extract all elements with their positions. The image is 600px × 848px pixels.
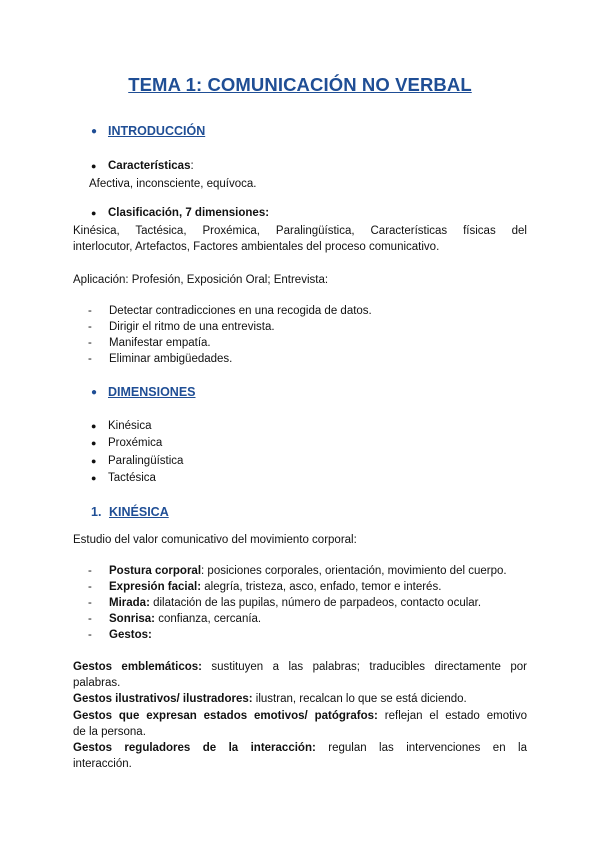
dimension-item-text: Paralingüística [108, 455, 184, 467]
section-heading: INTRODUCCIÓN [108, 124, 206, 138]
kinesica-item [88, 579, 441, 595]
dash-icon: - [88, 305, 92, 317]
kinesica-item-text: dilatación de las pupilas, número de parpadeos, contacto ocular. [149, 597, 482, 609]
aplicacion-item [88, 351, 232, 367]
clasificacion-line: interlocutor, Artefactos, Factores ambientales del proceso comunicativo. [73, 241, 440, 253]
gestos-reguladores [73, 740, 527, 756]
section-number: 1. [91, 505, 102, 519]
bullet-icon: ● [91, 456, 97, 466]
kinesica-item-text: : posiciones corporales, orientación, movimiento del cuerpo. [201, 565, 507, 577]
clasificacion-line: Kinésica, Tactésica, Proxémica, Paralingüística, Características físicas del [73, 225, 527, 237]
aplicacion-item-text: Manifestar empatía. [109, 337, 211, 349]
kinesica-item-text: confianza, cercanía. [155, 613, 262, 625]
section-heading: KINÉSICA [109, 505, 169, 519]
kinesica-item-label: Sonrisa: [109, 613, 156, 625]
bullet-icon: ● [91, 473, 97, 483]
dash-icon: - [88, 613, 92, 625]
dash-icon: - [88, 597, 92, 609]
kinesica-item-label: Gestos: [109, 629, 152, 641]
dash-icon: - [88, 565, 92, 577]
bullet-icon: ● [91, 125, 98, 137]
aplicacion-item [88, 319, 275, 335]
aplicacion-item-text: Eliminar ambigüedades. [109, 353, 233, 365]
gestos-text: regulan las intervenciones en la [315, 742, 527, 754]
bullet-icon: ● [91, 208, 97, 218]
kinesica-item-label: Mirada: [109, 597, 150, 609]
kinesica-intro: Estudio del valor comunicativo del movimiento corporal: [73, 534, 357, 546]
bullet-icon: ● [91, 438, 97, 448]
dash-icon: - [88, 581, 92, 593]
section-heading: DIMENSIONES [108, 385, 196, 399]
aplicacion-item-text: Detectar contradicciones en una recogida de datos. [109, 305, 372, 317]
gestos-label: Gestos ilustrativos/ ilustradores: [73, 693, 253, 705]
gestos-text: reflejan el estado emotivo [377, 710, 527, 722]
dimension-item-text: Tactésica [108, 472, 156, 484]
dimension-item [91, 455, 183, 467]
gestos-emotivos-cont: de la persona. [73, 726, 146, 738]
bullet-icon: ● [91, 421, 97, 431]
kinesica-item-text: alegría, tristeza, asco, enfado, temor e interés. [201, 581, 442, 593]
kinesica-item [88, 611, 261, 627]
dimension-item-text: Proxémica [108, 437, 163, 449]
aplicacion-item [88, 303, 372, 319]
kinesica-item-label: Postura corporal [109, 565, 202, 577]
dash-icon: - [88, 629, 92, 641]
page-title: TEMA 1: COMUNICACIÓN NO VERBAL [128, 74, 472, 95]
section-kinesica [91, 505, 169, 519]
gestos-emblematicos [73, 659, 527, 675]
bullet-icon: ● [91, 161, 97, 171]
gestos-label: Gestos emblemáticos: [73, 661, 202, 673]
kinesica-item-label: Expresión facial: [109, 581, 202, 593]
gestos-text: ilustran, recalcan lo que se está diciendo. [252, 693, 467, 705]
section-dimensiones [91, 385, 196, 399]
dash-icon: - [88, 337, 92, 349]
aplicacion-item [88, 335, 211, 351]
aplicacion-text: Aplicación: Profesión, Exposición Oral; Entrevista: [73, 274, 329, 286]
kinesica-item [88, 627, 152, 643]
caracteristicas-label: Características [108, 160, 191, 172]
gestos-text: sustituyen a las palabras; traducibles directamente por [201, 661, 527, 673]
kinesica-item [88, 563, 507, 579]
dimension-item-text: Kinésica [108, 420, 152, 432]
gestos-label: Gestos que expresan estados emotivos/ patógrafos: [73, 710, 378, 722]
caracteristicas-text: Afectiva, inconsciente, equívoca. [89, 178, 257, 190]
section-introduccion [91, 124, 205, 138]
clasificacion-label: Clasificación, 7 dimensiones: [108, 207, 270, 219]
gestos-label: Gestos reguladores de la interacción: [73, 742, 316, 754]
gestos-reguladores-cont: interacción. [73, 758, 132, 770]
dash-icon: - [88, 353, 92, 365]
gestos-emotivos [73, 708, 527, 724]
dimension-item [91, 437, 162, 449]
clasificacion-bullet [91, 207, 269, 219]
kinesica-item [88, 595, 481, 611]
aplicacion-item-text: Dirigir el ritmo de una entrevista. [109, 321, 275, 333]
dimension-item [91, 472, 156, 484]
dimension-item [91, 420, 151, 432]
caracteristicas-bullet [91, 160, 194, 172]
gestos-ilustrativos [73, 691, 467, 707]
dash-icon: - [88, 321, 92, 333]
caracteristicas-colon: : [190, 160, 194, 172]
gestos-emblematicos-cont: palabras. [73, 677, 121, 689]
bullet-icon: ● [91, 386, 98, 398]
